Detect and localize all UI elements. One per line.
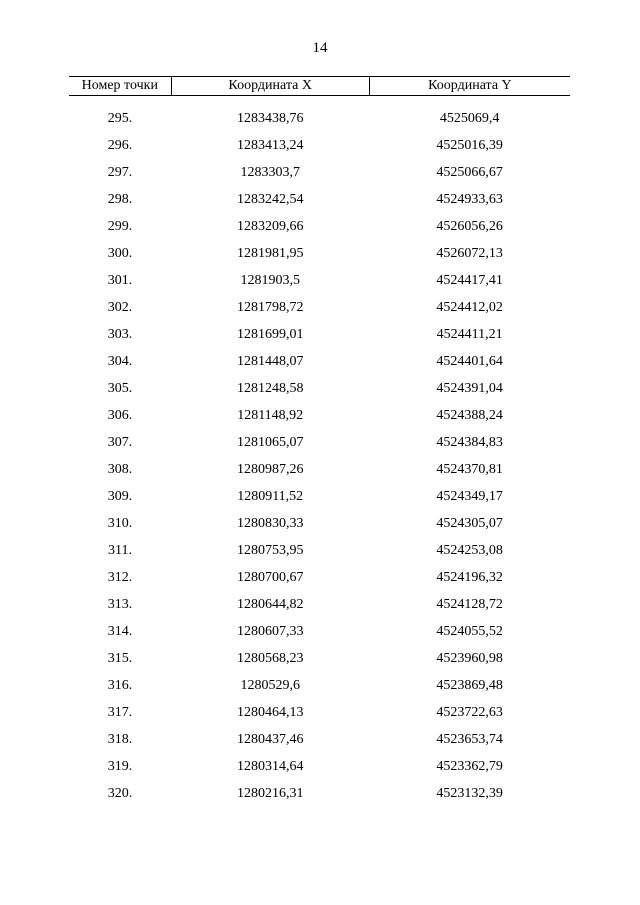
point-number-cell: 314. [107, 624, 133, 639]
table-row [69, 429, 570, 456]
point-number-cell: 320. [107, 786, 133, 801]
table-row [69, 780, 570, 807]
point-number-cell: 308. [107, 462, 133, 477]
point-number-cell: 307. [107, 435, 133, 450]
point-number-cell: 303. [107, 327, 133, 342]
point-number-cell: 306. [107, 408, 133, 423]
coordinate-x-cell: 1280314,64 [236, 759, 304, 774]
coordinate-x-cell: 1280753,95 [236, 543, 304, 558]
coordinate-x-cell: 1280464,13 [236, 705, 304, 720]
coordinate-y-cell: 4523362,79 [436, 759, 503, 774]
coordinate-y-cell: 4523960,98 [436, 651, 503, 666]
coordinate-x-cell: 1281699,01 [236, 327, 304, 342]
coordinate-y-cell: 4524391,04 [436, 381, 503, 396]
coordinate-y-cell: 4525069,4 [439, 111, 500, 126]
coordinate-x-cell: 1281448,07 [236, 354, 304, 369]
point-number-cell: 313. [107, 597, 133, 612]
point-number-cell: 302. [107, 300, 133, 315]
coordinate-x-cell: 1283209,66 [236, 219, 304, 234]
point-number-cell: 295. [107, 111, 133, 126]
point-number-cell: 316. [107, 678, 133, 693]
table-row [69, 699, 570, 726]
point-number-cell: 319. [107, 759, 133, 774]
table-row [69, 753, 570, 780]
table-row [69, 726, 570, 753]
point-number-cell: 315. [107, 651, 133, 666]
point-number-cell: 310. [107, 516, 133, 531]
coordinate-y-cell: 4525016,39 [436, 138, 503, 153]
table-row [69, 213, 570, 240]
header-coordinate-y: Координата Y [369, 77, 570, 96]
coordinate-y-cell: 4526072,13 [436, 246, 503, 261]
coordinate-y-cell: 4526056,26 [436, 219, 503, 234]
table-row [69, 267, 570, 294]
table-row [69, 402, 570, 429]
coordinate-y-cell: 4524196,32 [436, 570, 503, 585]
point-number-cell: 311. [108, 543, 133, 558]
coordinate-x-cell: 1283242,54 [236, 192, 304, 207]
point-number-cell: 304. [107, 354, 133, 369]
coordinate-y-cell: 4523653,74 [436, 732, 503, 747]
coordinate-x-cell: 1280700,67 [236, 570, 304, 585]
point-number-cell: 300. [107, 246, 133, 261]
table-spacer [69, 96, 570, 106]
table-row [69, 618, 570, 645]
table-row [69, 537, 570, 564]
point-number-cell: 312. [107, 570, 133, 585]
coordinate-y-cell: 4524128,72 [436, 597, 503, 612]
coordinate-y-cell: 4523132,39 [436, 786, 503, 801]
coordinate-y-cell: 4524370,81 [436, 462, 503, 477]
coordinate-y-cell: 4524933,63 [436, 192, 503, 207]
coordinate-x-cell: 1280216,31 [236, 786, 304, 801]
table-row [69, 240, 570, 267]
table-row [69, 105, 570, 132]
coordinate-x-cell: 1280568,23 [236, 651, 304, 666]
table-row [69, 672, 570, 699]
coordinate-x-cell: 1283413,24 [236, 138, 304, 153]
coordinate-x-cell: 1283303,7 [240, 165, 300, 180]
point-number-cell: 299. [107, 219, 133, 234]
table-row [69, 564, 570, 591]
coordinate-x-cell: 1280644,82 [236, 597, 304, 612]
coordinate-x-cell: 1281981,95 [236, 246, 304, 261]
coordinate-y-cell: 4524388,24 [436, 408, 503, 423]
table-row [69, 456, 570, 483]
point-number-cell: 296. [107, 138, 133, 153]
coordinate-x-cell: 1281148,92 [237, 408, 304, 423]
table-row [69, 132, 570, 159]
table-row [69, 591, 570, 618]
table-row [69, 483, 570, 510]
coordinate-y-cell: 4524417,41 [436, 273, 503, 288]
coordinate-y-cell: 4524401,64 [436, 354, 503, 369]
coordinate-x-cell: 1281798,72 [236, 300, 304, 315]
point-number-cell: 298. [107, 192, 133, 207]
coordinate-x-cell: 1281248,58 [236, 381, 304, 396]
coordinate-y-cell: 4524412,02 [436, 300, 503, 315]
table-row [69, 348, 570, 375]
table-row [69, 510, 570, 537]
table-row [69, 375, 570, 402]
point-number-cell: 297. [107, 165, 133, 180]
coordinate-x-cell: 1280830,33 [236, 516, 304, 531]
coordinate-x-cell: 1280607,33 [236, 624, 304, 639]
point-number-cell: 318. [107, 732, 133, 747]
header-point-number: Номер точки [69, 77, 171, 96]
coordinate-x-cell: 1283438,76 [236, 111, 304, 126]
coordinate-y-cell: 4524055,52 [436, 624, 503, 639]
coordinate-y-cell: 4524253,08 [436, 543, 503, 558]
coordinates-table [69, 76, 570, 807]
page-number: 14 [312, 40, 328, 56]
table-row [69, 294, 570, 321]
table-row [69, 159, 570, 186]
coordinate-y-cell: 4524384,83 [436, 435, 503, 450]
coordinate-y-cell: 4525066,67 [436, 165, 503, 180]
coordinate-y-cell: 4524411,21 [436, 327, 503, 342]
table-header-row [69, 77, 570, 96]
table-row [69, 321, 570, 348]
point-number-cell: 317. [107, 705, 133, 720]
coordinate-y-cell: 4523722,63 [436, 705, 503, 720]
point-number-cell: 309. [107, 489, 133, 504]
coordinate-x-cell: 1281903,5 [240, 273, 300, 288]
coordinate-x-cell: 1280911,52 [237, 489, 304, 504]
coordinate-x-cell: 1280437,46 [236, 732, 304, 747]
table-row [69, 186, 570, 213]
coordinate-x-cell: 1280987,26 [236, 462, 304, 477]
point-number-cell: 301. [107, 273, 133, 288]
header-coordinate-x: Координата X [171, 77, 369, 96]
coordinate-y-cell: 4523869,48 [436, 678, 503, 693]
coordinate-y-cell: 4524349,17 [436, 489, 503, 504]
coordinate-x-cell: 1281065,07 [236, 435, 304, 450]
table-row [69, 645, 570, 672]
point-number-cell: 305. [107, 381, 133, 396]
coordinate-y-cell: 4524305,07 [436, 516, 503, 531]
coordinate-x-cell: 1280529,6 [240, 678, 300, 693]
